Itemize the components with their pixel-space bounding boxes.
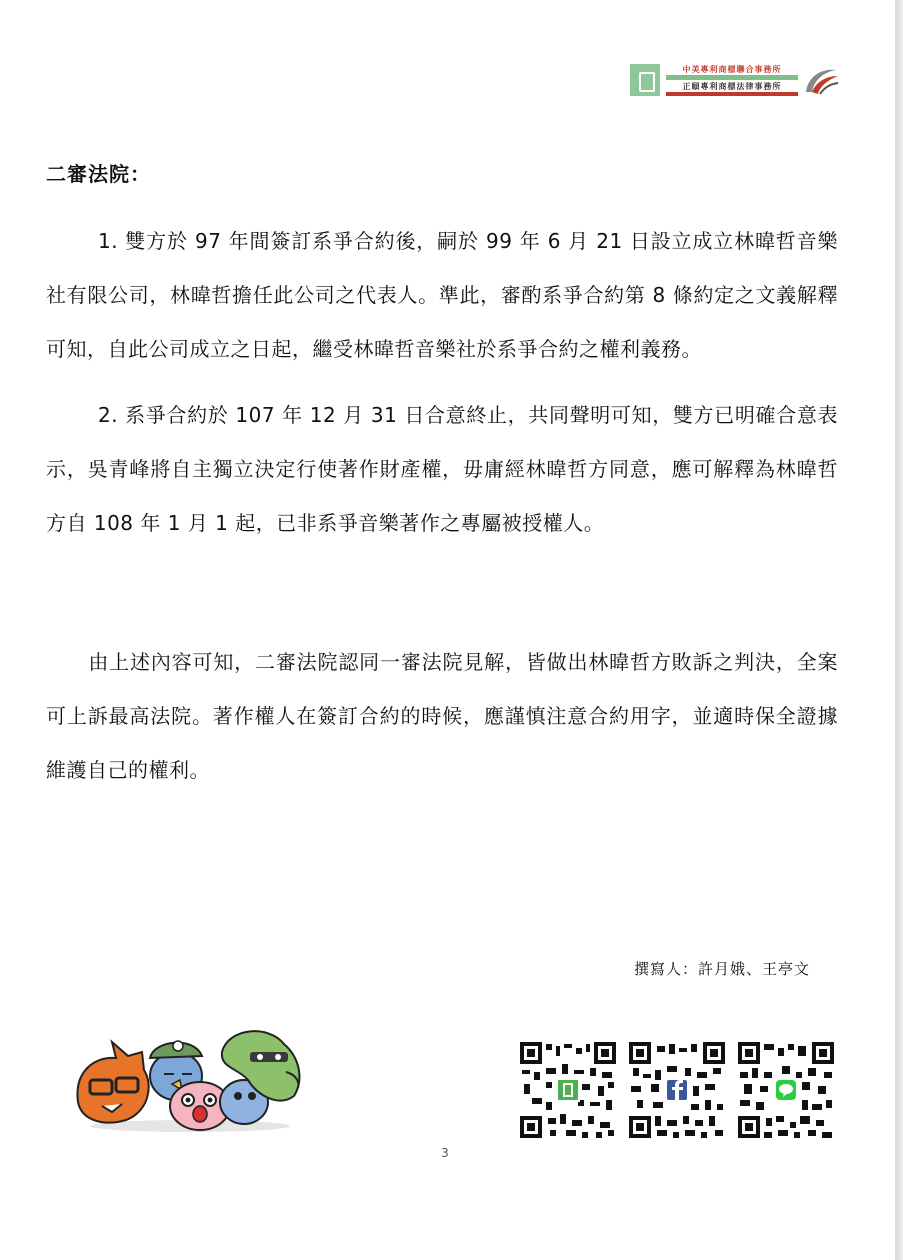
swoosh-logo-icon (802, 66, 840, 96)
paragraph-1: 1. 雙方於 97 年間簽訂系爭合約後，嗣於 99 年 6 月 21 日設立成立林暐哲音樂社有限公司，林暐哲擔任此公司之代表人。準此，審酌系爭合約第 8 條約定之文義解釋可知，自此公司成立之日起，繼受林暐哲音樂社於系爭合約之權利義務。 (46, 229, 838, 361)
conclusion-paragraph: 由上述內容可知，二審法院認同一審法院見解，皆做出林暐哲方敗訴之判決，全案可上訴最高法院。著作權人在簽訂合約的時候，應謹慎注意合約用字，並適時保全證據維護自己的權利。 (46, 650, 838, 782)
author-line: 撰寫人：許月娥、王亭文 (634, 960, 811, 978)
qr-code-facebook[interactable] (629, 1042, 725, 1138)
cartoon-mascots-illustration (72, 1022, 308, 1134)
firm-name-line2: 正頤專利商標法律事務所 (682, 82, 782, 91)
page-number: 3 (441, 1146, 449, 1160)
qr-code-line[interactable] (738, 1042, 834, 1138)
firm-name-line1: 中美專利商標聯合事務所 (682, 65, 782, 74)
section-heading: 二審法院： (46, 162, 151, 186)
firm-logo-square-icon (630, 64, 660, 96)
paragraph-2: 2. 系爭合約於 107 年 12 月 31 日合意終止，共同聲明可知，雙方已明確合意表示，吳青峰將自主獨立決定行使著作財產權，毋庸經林暐哲方同意，應可解釋為林暐哲方自 108 年 1 月 1 起，已非系爭音樂著作之專屬被授權人。 (46, 403, 838, 535)
qr-code-website[interactable] (520, 1042, 616, 1138)
page-edge-shadow (895, 0, 903, 1260)
firm-logo (630, 64, 842, 98)
